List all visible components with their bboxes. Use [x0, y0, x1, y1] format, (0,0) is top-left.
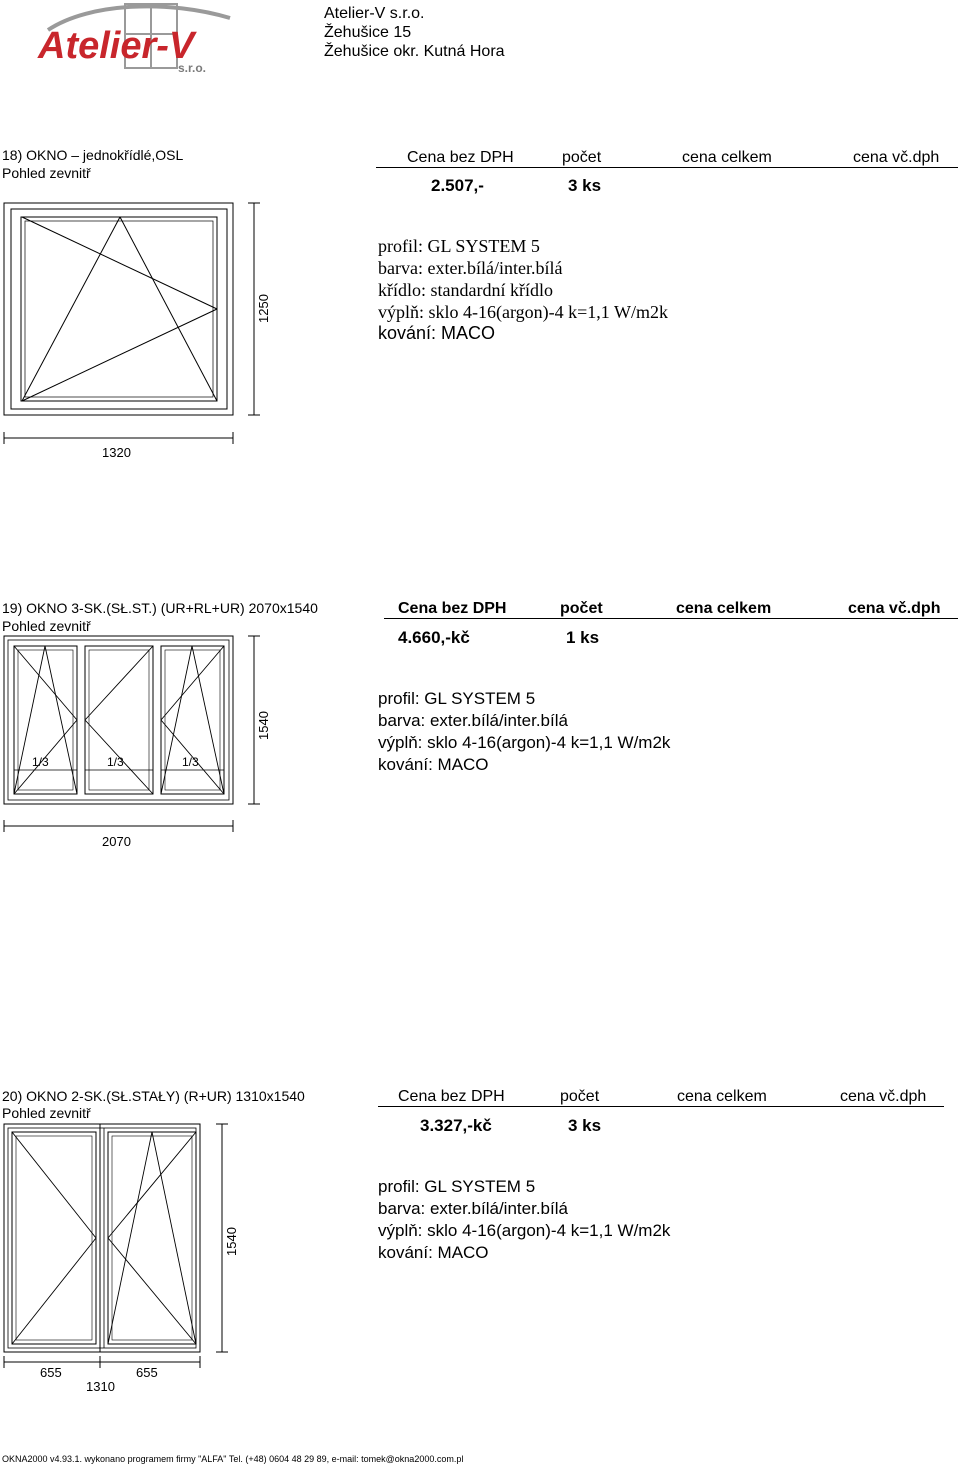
item-20-section-1-label: 655 [40, 1365, 62, 1380]
item-19-price: 4.660,-kč [398, 628, 470, 647]
item-18-col-count: počet [562, 149, 602, 166]
item-18-glass [25, 221, 213, 397]
item-20-height-label: 1540 [224, 1227, 239, 1256]
item-18-spec-glazing: výplň: sklo 4-16(argon)-4 k=1,1 W/m2k [378, 302, 668, 322]
item-18-header-rule [376, 167, 958, 168]
item-19-sash-1 [14, 646, 77, 794]
item-18-spec-profile: profil: GL SYSTEM 5 [378, 236, 540, 256]
item-20-sash-right [108, 1132, 196, 1344]
item-18-width-label: 1320 [102, 445, 131, 460]
item-18-title: 18) OKNO – jednokřídlé,OSL [2, 147, 184, 163]
item-19-col-total: cena celkem [676, 600, 772, 617]
item-18-turn-line-a [22, 217, 217, 309]
item-18-col-price: Cena bez DPH [407, 149, 514, 166]
item-19-width-label: 2070 [102, 834, 131, 849]
item-19-height-label: 1540 [256, 711, 271, 740]
item-18-window-drawing [0, 195, 290, 465]
item-19-count: 1 ks [566, 628, 600, 647]
item-20-col-vat: cena vč.dph [840, 1088, 927, 1105]
item-20-col-price: Cena bez DPH [398, 1088, 505, 1105]
logo-subtext: s.r.o. [178, 61, 207, 75]
item-20-spec-hardware: kování: MACO [378, 1243, 489, 1262]
item-19-window-drawing [0, 630, 290, 855]
company-city: Žehušice okr. Kutná Hora [324, 43, 505, 60]
item-19-sash-3 [161, 646, 224, 794]
item-20-col-total: cena celkem [677, 1088, 767, 1105]
item-19-sash-2 [85, 646, 153, 794]
item-20-col-count: počet [560, 1088, 600, 1105]
item-18-outer-frame [4, 203, 233, 415]
item-19-col-count: počet [560, 600, 603, 617]
item-19-outer-frame [4, 636, 233, 804]
item-18-tilt-line-b [120, 217, 217, 401]
item-19-spec-hardware: kování: MACO [378, 755, 489, 774]
item-18-price: 2.507,- [431, 176, 484, 195]
item-19-spec-color: barva: exter.bílá/inter.bílá [378, 711, 568, 730]
item-18-view: Pohled zevnitř [2, 165, 91, 181]
item-19-section-1-label: 1/3 [32, 755, 49, 769]
item-20-spec-profile: profil: GL SYSTEM 5 [378, 1177, 536, 1196]
item-20-spec-color: barva: exter.bílá/inter.bílá [378, 1199, 568, 1218]
item-19-spec-glazing: výplň: sklo 4-16(argon)-4 k=1,1 W/m2k [378, 733, 671, 752]
item-20-view: Pohled zevnitř [2, 1105, 91, 1121]
item-18-spec-color: barva: exter.bílá/inter.bílá [378, 258, 563, 278]
item-20-width-label: 1310 [86, 1379, 115, 1394]
item-19-spec-profile: profil: GL SYSTEM 5 [378, 689, 536, 708]
item-18-height-label: 1250 [256, 294, 271, 323]
item-19-title: 19) OKNO 3-SK.(SŁ.ST.) (UR+RL+UR) 2070x1540 [2, 600, 318, 616]
item-18-col-vat: cena vč.dph [853, 149, 940, 166]
item-18-sash [21, 217, 217, 401]
item-19-col-vat: cena vč.dph [848, 600, 941, 617]
item-18-spec-hardware: kování: MACO [378, 323, 496, 343]
company-name: Atelier-V s.r.o. [324, 5, 425, 22]
item-20-sash-left [12, 1132, 96, 1344]
item-18-spec-sash: křídlo: standardní křídlo [378, 280, 553, 300]
item-20-window-drawing [0, 1118, 250, 1408]
item-20-header-rule [378, 1106, 944, 1107]
item-19-col-price: Cena bez DPH [398, 600, 507, 617]
footer-note: OKNA2000 v4.93.1. wykonano programem firmy "ALFA" Tel. (+48) 0604 48 29 89, e-mail: tomek@okna2000.com.pl [2, 1454, 464, 1464]
item-20-price: 3.327,-kč [420, 1116, 492, 1135]
item-20-outer-frame [4, 1124, 200, 1352]
company-street: Žehušice 15 [324, 24, 412, 41]
item-20-section-2-label: 655 [136, 1365, 158, 1380]
logo-wordmark: Atelier-V [38, 25, 195, 67]
item-20-count: 3 ks [568, 1116, 602, 1135]
item-19-section-3-label: 1/3 [182, 755, 199, 769]
item-19-section-2-label: 1/3 [107, 755, 124, 769]
item-18-count: 3 ks [568, 176, 602, 195]
company-logo [30, 0, 240, 82]
item-19-header-rule [384, 618, 958, 619]
item-20-frame-inner [8, 1128, 196, 1348]
item-19-view: Pohled zevnitř [2, 618, 91, 634]
item-20-spec-glazing: výplň: sklo 4-16(argon)-4 k=1,1 W/m2k [378, 1221, 671, 1240]
item-18-frame-inner [11, 209, 227, 409]
item-18-turn-line-b [22, 309, 217, 401]
item-20-title: 20) OKNO 2-SK.(SŁ.STAŁY) (R+UR) 1310x1540 [2, 1088, 305, 1104]
item-18-col-total: cena celkem [682, 149, 772, 166]
item-18-tilt-line-a [22, 217, 120, 401]
